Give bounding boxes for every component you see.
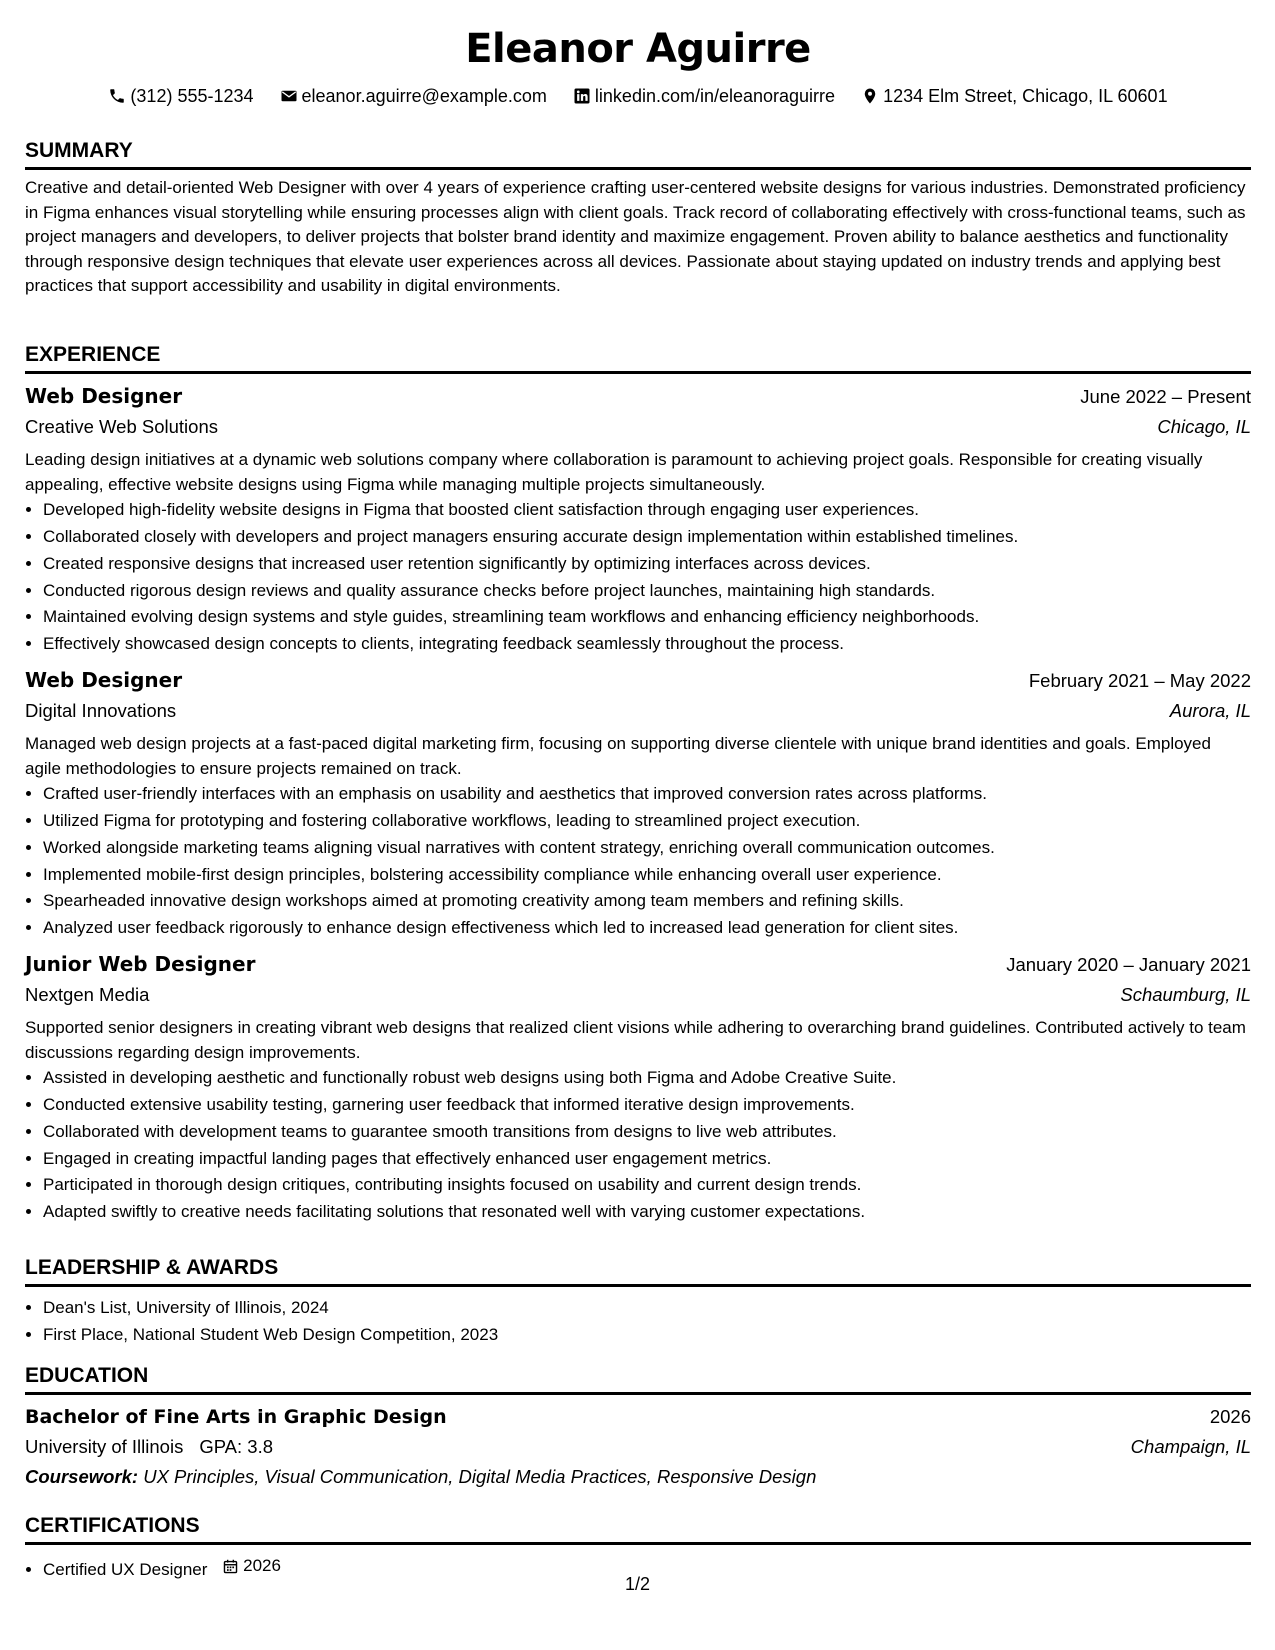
contact-bar <box>25 84 1251 108</box>
job-date: June 2022 – Present <box>1080 386 1251 407</box>
contact-email[interactable] <box>280 84 547 108</box>
section-title: SUMMARY <box>25 138 1251 170</box>
job-entry <box>25 381 1251 658</box>
section-title: CERTIFICATIONS <box>25 1513 1251 1545</box>
job-company-row <box>25 980 1251 1010</box>
job-bullets <box>25 781 1251 942</box>
job-header-row <box>25 949 1251 980</box>
job-company: Digital Innovations <box>25 699 177 721</box>
leadership-section <box>25 1255 1251 1349</box>
school-line <box>25 1432 273 1462</box>
job-location: Schaumburg, IL <box>1120 983 1251 1005</box>
list-item: • First Place, National Student Web Design Competition, 2023 <box>43 1322 1251 1349</box>
experience-section <box>25 342 1251 1226</box>
section-title: EXPERIENCE <box>25 342 1251 374</box>
email-text: eleanor.aguirre@example.com <box>301 86 547 106</box>
page-number: 1/2 <box>624 1574 651 1594</box>
contact-phone <box>108 84 253 108</box>
list-item: • Utilized Figma for prototyping and fostering collaborative workflows, leading to streamlined project execution. <box>43 808 1251 835</box>
job-company-row <box>25 696 1251 726</box>
list-item: • Participated in thorough design critiques, contributing insights focused on usability and current design trends. <box>43 1172 1251 1199</box>
list-item: • Effectively showcased design concepts to clients, integrating feedback seamlessly throughout the process. <box>43 631 1251 658</box>
list-item: • Assisted in developing aesthetic and functionally robust web designs using both Figma and Adobe Creative Suite. <box>43 1065 1251 1092</box>
list-item: • Adapted swiftly to creative needs facilitating solutions that resonated well with varying customer expectations. <box>43 1199 1251 1226</box>
job-entry <box>25 665 1251 942</box>
phone-text: (312) 555-1234 <box>130 86 254 106</box>
contact-address <box>861 84 1168 108</box>
section-title: LEADERSHIP & AWARDS <box>25 1255 1251 1287</box>
list-item: • Implemented mobile-first design principles, bolstering accessibility compliance while enhancing overall user experience. <box>43 862 1251 889</box>
list-item: • Worked alongside marketing teams aligning visual narratives with content strategy, enriching overall communication outcomes. <box>43 835 1251 862</box>
resume-page <box>25 0 1251 1579</box>
map-pin-icon <box>861 87 879 105</box>
job-company-row <box>25 412 1251 442</box>
linkedin-icon <box>573 87 591 105</box>
job-company: Nextgen Media <box>25 983 150 1005</box>
list-item: • Maintained evolving design systems and style guides, streamlining team workflows and enhancing efficiency neighborhoods. <box>43 604 1251 631</box>
job-date: February 2021 – May 2022 <box>1028 669 1251 691</box>
list-item: • Analyzed user feedback rigorously to enhance design effectiveness which led to increased lead generation for client sites. <box>43 915 1251 942</box>
job-bullets <box>25 497 1251 658</box>
job-description: Managed web design projects at a fast-paced digital marketing firm, focusing on supporting diverse clientele with unique brand identities and goals. Employed agile methodologies to ensure projects remained on track. <box>25 733 1211 778</box>
education-section <box>25 1363 1251 1492</box>
job-description: Supported senior designers in creating vibrant web designs that realized client visions while adhering to overarching brand guidelines. Contributed actively to team discussions regarding design improvements. <box>25 1017 1246 1062</box>
gpa: GPA: 3.8 <box>199 1436 274 1457</box>
list-item: • Conducted extensive usability testing, garnering user feedback that informed iterative design improvements. <box>43 1092 1251 1119</box>
award-list <box>25 1295 1251 1349</box>
job-location: Chicago, IL <box>1157 416 1251 437</box>
graduation-year: 2026 <box>1209 1406 1251 1427</box>
school-location: Champaign, IL <box>1130 1436 1251 1457</box>
section-title: EDUCATION <box>25 1363 1251 1395</box>
summary-section <box>25 138 1251 299</box>
list-item: • Crafted user-friendly interfaces with an emphasis on usability and aesthetics that improved conversion rates across platforms. <box>43 781 1251 808</box>
list-item: • Collaborated closely with developers and project managers ensuring accurate design implementation within established timelines. <box>43 524 1251 551</box>
list-item: • Collaborated with development teams to guarantee smooth transitions from designs to live web attributes. <box>43 1119 1251 1146</box>
job-bullets <box>25 1065 1251 1226</box>
candidate-name: Eleanor Aguirre <box>465 26 811 72</box>
school-name: University of Illinois <box>25 1436 184 1457</box>
education-school-row <box>25 1432 1251 1462</box>
job-title: Junior Web Designer <box>25 951 256 976</box>
linkedin-text: linkedin.com/in/eleanoraguirre <box>594 86 836 106</box>
list-item: • Engaged in creating impactful landing pages that effectively enhanced user engagement metrics. <box>43 1146 1251 1173</box>
job-company: Creative Web Solutions <box>25 416 218 437</box>
job-header-row <box>25 381 1251 412</box>
address-text: 1234 Elm Street, Chicago, IL 60601 <box>883 86 1168 106</box>
education-header-row <box>25 1402 1251 1432</box>
job-title: Web Designer <box>25 667 183 692</box>
phone-icon <box>108 87 126 105</box>
job-entry <box>25 949 1251 1226</box>
job-header-row <box>25 665 1251 696</box>
list-item: • Created responsive designs that increased user retention significantly by optimizing interfaces across devices. <box>43 551 1251 578</box>
coursework <box>25 1462 1251 1492</box>
summary-text: Creative and detail-oriented Web Designer with over 4 years of experience crafting user-centered website designs for various industries. Demonstrated proficiency in Figma enhances visual storytelling while ensuring processes align with client goals. Track record of collaborating effectively with cross-functional teams, such as project managers and developers, to deliver projects that bolster brand identity and maximize engagement. Proven ability to balance aesthetics and functionality through responsive design techniques that elevate user experiences across all devices. Passionate about staying updated on industry trends and applying best practices that support accessibility and usability in digital environments. <box>25 178 1246 296</box>
job-title: Web Designer <box>25 384 183 408</box>
envelope-icon <box>280 87 298 105</box>
certification-name: Certified UX Designer <box>43 1559 208 1579</box>
coursework-list: UX Principles, Visual Communication, Digital Media Practices, Responsive Design <box>143 1466 817 1487</box>
job-date: January 2020 – January 2021 <box>1006 953 1251 975</box>
certification-year: 2026 <box>243 1556 281 1575</box>
list-item: • Spearheaded innovative design workshops aimed at promoting creativity among team members and refining skills. <box>43 888 1251 915</box>
list-item: • Conducted rigorous design reviews and quality assurance checks before project launches, maintaining high standards. <box>43 578 1251 605</box>
list-item: • Developed high-fidelity website designs in Figma that boosted client satisfaction through engaging user experiences. <box>43 497 1251 524</box>
list-item: • Dean's List, University of Illinois, 2024 <box>43 1295 1251 1322</box>
job-location: Aurora, IL <box>1169 699 1251 721</box>
job-description: Leading design initiatives at a dynamic web solutions company where collaboration is paramount to achieving project goals. Responsible for creating visually appealing, effective website designs using Figma while managing multiple projects simultaneously. <box>25 450 1203 494</box>
degree: Bachelor of Fine Arts in Graphic Design <box>25 1406 447 1428</box>
contact-linkedin[interactable] <box>573 84 835 108</box>
coursework-label: Coursework: <box>25 1466 139 1487</box>
